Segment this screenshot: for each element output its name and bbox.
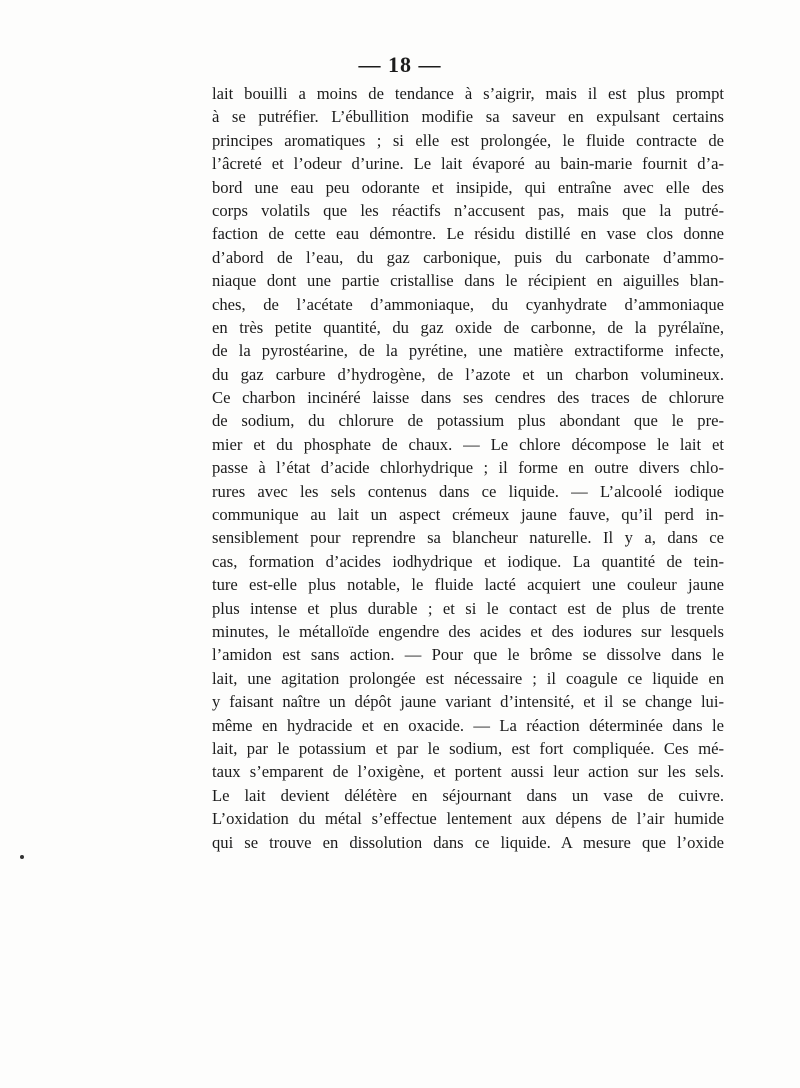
text-line: l’amidon est sans action. — Pour que le brôme se dissolve dans le: [212, 645, 724, 665]
text-line: en très petite quantité, du gaz oxide de carbonne, de la pyrélaïne,: [212, 317, 724, 337]
text-line: passe à l’état d’acide chlorhydrique ; il forme en outre divers chlo-: [212, 458, 724, 478]
text-line: L’oxidation du métal s’effectue lentement aux dépens de l’air humide: [212, 809, 724, 829]
text-line: même en hydracide et en oxacide. — La réaction déterminée dans le: [212, 715, 724, 735]
text-line: Le lait devient délétère en séjournant dans un vase de cuivre.: [212, 785, 724, 805]
text-line: lait bouilli a moins de tendance à s’aigrir, mais il est plus prompt: [212, 84, 724, 103]
text-line: lait, par le potassium et par le sodium, est fort compliquée. Ces mé-: [212, 738, 724, 758]
text-line: à se putréfier. L’ébullition modifie sa saveur en expulsant certains: [212, 107, 724, 127]
text-line: ches, de l’acétate d’ammoniaque, du cyanhydrate d’ammoniaque: [212, 294, 724, 314]
text-line: de sodium, du chlorure de potassium plus abondant que le pre-: [212, 411, 724, 431]
text-line: ture est-elle plus notable, le fluide lacté acquiert une couleur jaune: [212, 575, 724, 595]
text-line: l’âcreté et l’odeur d’urine. Le lait évaporé au bain-marie fournit d’a-: [212, 154, 724, 174]
body-text: [212, 82, 724, 854]
text-line: cas, formation d’acides iodhydrique et iodique. La quantité de tein-: [212, 551, 724, 571]
text-line: faction de cette eau démontre. Le résidu distillé en vase clos donne: [212, 224, 724, 244]
text-line: communique au lait un aspect crémeux jaune fauve, qu’il perd in-: [212, 505, 724, 525]
ink-speck: [20, 855, 24, 859]
page-number: — 18 —: [358, 52, 442, 77]
text-line: principes aromatiques ; si elle est prolongée, le fluide contracte de: [212, 130, 724, 150]
text-line: plus intense et plus durable ; et si le contact est de plus de trente: [212, 598, 724, 618]
text-line: y faisant naître un dépôt jaune variant d’intensité, et il se change lui-: [212, 692, 724, 712]
text-line: mier et du phosphate de chaux. — Le chlore décompose le lait et: [212, 434, 724, 454]
text-line: lait, une agitation prolongée est nécessaire ; il coagule ce liquide en: [212, 668, 724, 688]
text-line: minutes, le métalloïde engendre des acides et des iodures sur lesquels: [212, 621, 724, 641]
text-line: bord une eau peu odorante et insipide, qui entraîne avec elle des: [212, 177, 724, 197]
text-line: corps volatils que les réactifs n’accusent pas, mais que la putré-: [212, 200, 724, 220]
text-line: niaque dont une partie cristallise dans le récipient en aiguilles blan-: [212, 271, 724, 291]
text-line: de la pyrostéarine, de la pyrétine, une matière extractiforme infecte,: [212, 341, 724, 361]
text-line: qui se trouve en dissolution dans ce liquide. A mesure que l’oxide: [212, 832, 724, 852]
text-line: taux s’emparent de l’oxigène, et portent aussi leur action sur les sels.: [212, 762, 724, 782]
text-line: rures avec les sels contenus dans ce liquide. — L’alcoolé iodique: [212, 481, 724, 501]
text-line: sensiblement pour reprendre sa blancheur naturelle. Il y a, dans ce: [212, 528, 724, 548]
text-line: Ce charbon incinéré laisse dans ses cendres des traces de chlorure: [212, 388, 724, 408]
text-line: du gaz carbure d’hydrogène, de l’azote et un charbon volumineux.: [212, 364, 724, 384]
text-line: d’abord de l’eau, du gaz carbonique, puis du carbonate d’ammo-: [212, 247, 724, 267]
